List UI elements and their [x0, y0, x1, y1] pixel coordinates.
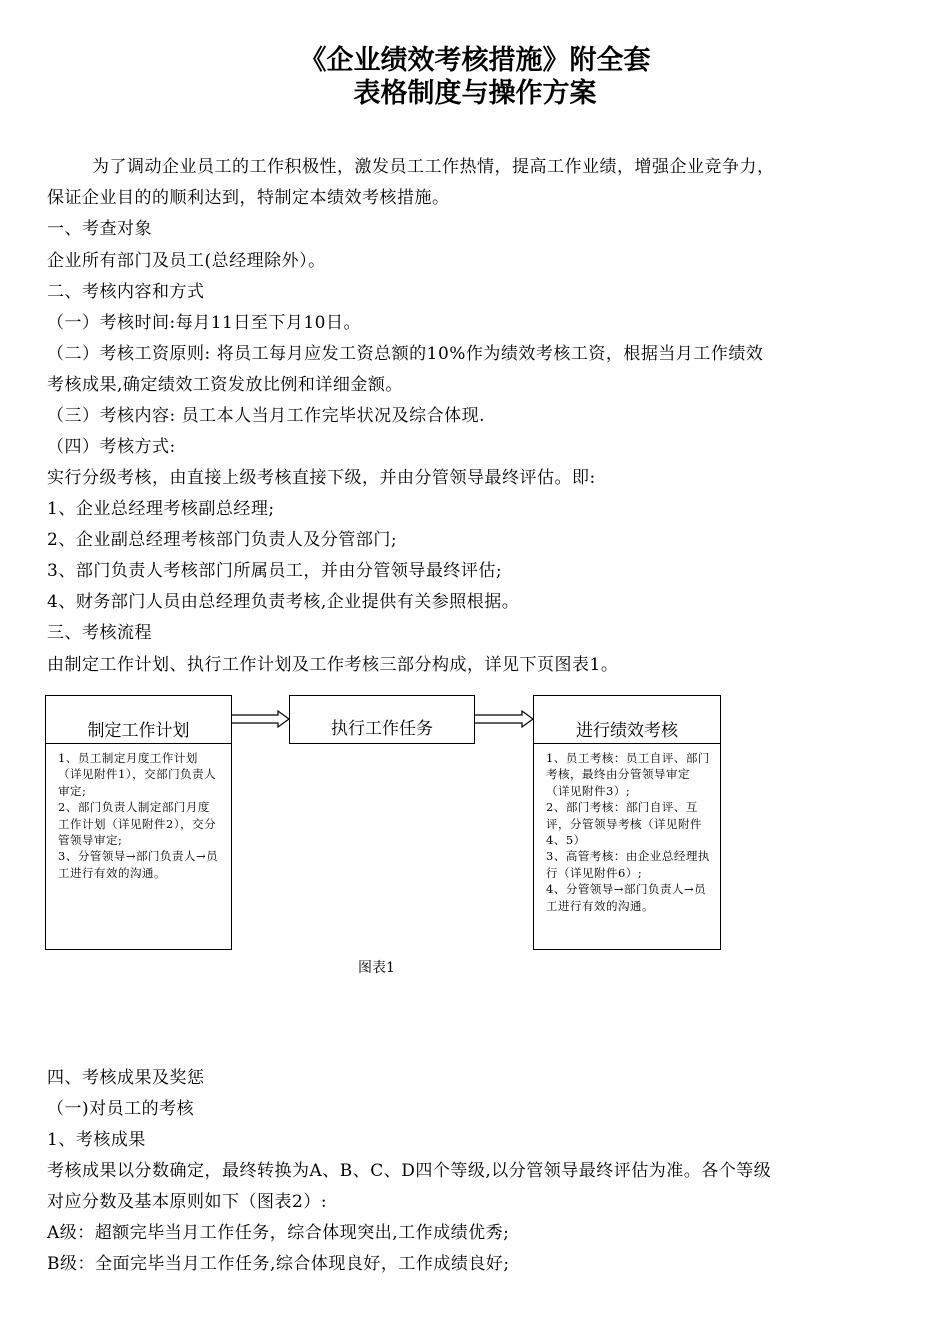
grade-b: B级：全面完毕当月工作任务,综合体现良好，工作成绩良好; — [47, 1254, 510, 1274]
section2-method: 实行分级考核，由直接上级考核直接下级，并由分管领导最终评估。即: — [47, 468, 596, 488]
section2-item4: （四）考核方式: — [47, 437, 176, 457]
section2-heading: 二、考核内容和方式 — [47, 282, 205, 302]
flow-box-execute-title: 执行工作任务 — [331, 719, 433, 739]
section2-method-2: 2、企业副总经理考核部门负责人及分管部门; — [47, 530, 398, 550]
intro-line1: 为了调动企业员工的工作积极性，激发员工工作热情，提高工作业绩，增强企业竞争力， — [92, 157, 775, 177]
section2-method-1: 1、企业总经理考核副总经理; — [47, 499, 275, 519]
arrow-execute-to-evaluate — [475, 711, 533, 727]
section1-text: 企业所有部门及员工(总经理除外）。 — [47, 251, 326, 271]
section2-item1: （一）考核时间:每月11日至下月10日。 — [47, 313, 361, 333]
section2-item3: （三）考核内容: 员工本人当月工作完毕状况及综合体现. — [47, 406, 486, 426]
section2-item2-line2: 考核成果,确定绩效工资发放比例和详细金额。 — [47, 375, 403, 395]
section4-sub1-1: 1、考核成果 — [47, 1130, 146, 1150]
flow-box-plan-body: 1、员工制定月度工作计划（详见附件1），交部门负责人审定; 2、部门负责人制定部门月度工作计划（详见附件2），交分管领导审定; 3、分管领导→部门负责人→员工进行有效的沟通。 — [58, 751, 219, 880]
flow-box-evaluate-title: 进行绩效考核 — [576, 721, 678, 741]
figure-caption: 图表1 — [358, 960, 395, 976]
document-title-line2: 表格制度与操作方案 — [353, 78, 597, 109]
grade-a: A级：超额完毕当月工作任务，综合体现突出,工作成绩优秀; — [47, 1223, 510, 1243]
section4-text-line1: 考核成果以分数确定，最终转换为A、B、C、D四个等级,以分管领导最终评估为准。各个等级 — [47, 1161, 772, 1181]
section2-item2-line1: （二）考核工资原则: 将员工每月应发工资总额的10%作为绩效考核工资，根据当月工作绩效 — [47, 344, 764, 364]
section3-text: 由制定工作计划、执行工作计划及工作考核三部分构成，详见下页图表1。 — [47, 655, 619, 675]
flow-box-evaluate-body: 1、员工考核：员工自评、部门考核，最终由分管领导审定（详见附件3）; 2、部门考核：部门自评、互评，分管领导考核（详见附件4、5） 3、高管考核：由企业总经理执行（详见附件6）; 4、分管领导→部门负责人→员工进行有效的沟通。 — [546, 751, 710, 913]
section2-method-4: 4、财务部门人员由总经理负责考核,企业提供有关参照根据。 — [47, 592, 520, 612]
section2-method-3: 3、部门负责人考核部门所属员工，并由分管领导最终评估; — [47, 561, 503, 581]
intro-line2: 保证企业目的的顺利达到，特制定本绩效考核措施。 — [47, 188, 450, 208]
arrow-plan-to-execute — [232, 711, 289, 727]
section1-heading: 一、考查对象 — [47, 219, 152, 239]
flow-box-plan-title: 制定工作计划 — [87, 721, 190, 741]
section4-heading: 四、考核成果及奖惩 — [47, 1068, 205, 1088]
document-title-line1: 《企业绩效考核措施》附全套 — [299, 45, 651, 76]
section3-heading: 三、考核流程 — [47, 623, 152, 643]
section4-text-line2: 对应分数及基本原则如下（图表2）: — [47, 1192, 328, 1212]
section4-sub1: （一)对员工的考核 — [47, 1099, 195, 1119]
